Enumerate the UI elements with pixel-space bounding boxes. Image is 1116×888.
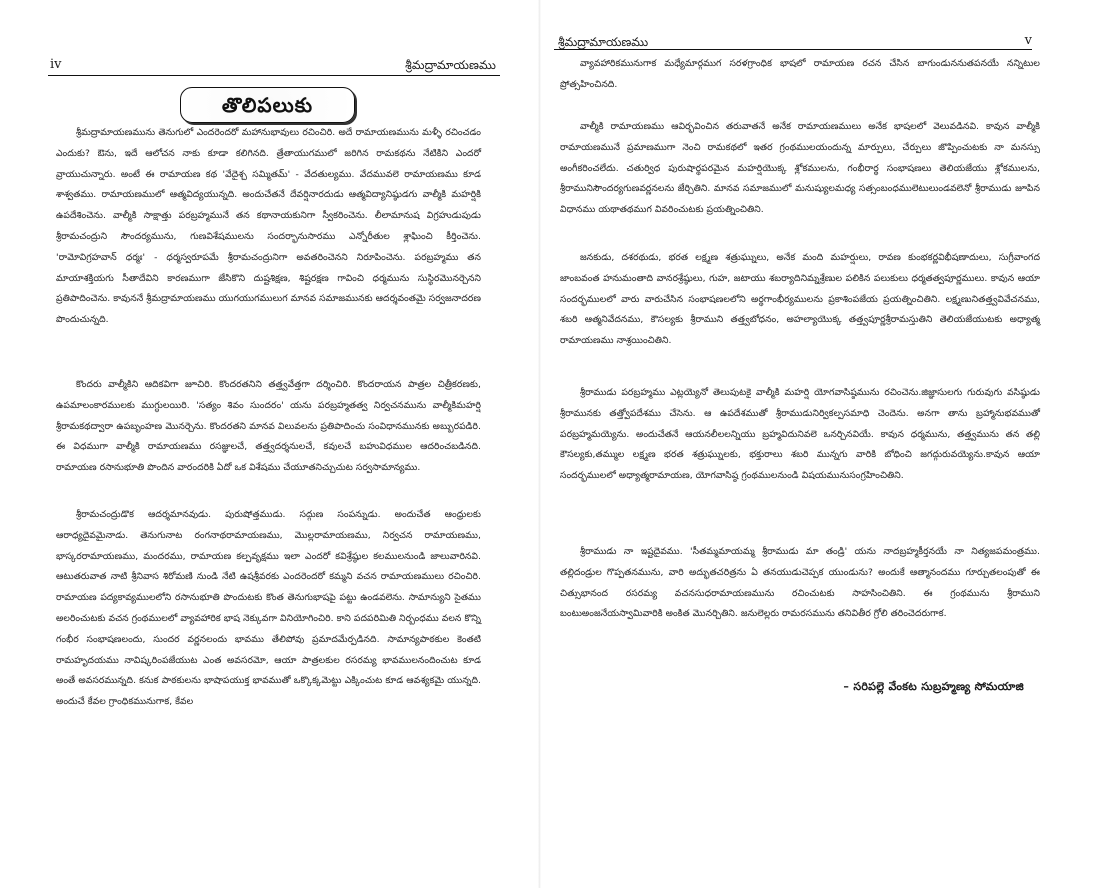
right-paragraph-text-1: వ్యావహారికమునుగాక మధ్యేమార్గముగ సరళగ్రాంధిక భాషలో రామాయణ రచన చేసిన బాగుండుననుతపనయే నన్నిటుల ప్రోత్సహించినది. <box>560 58 1040 90</box>
left-header-rule <box>48 75 500 76</box>
left-paragraph-text-2: కొందరు వాల్మీకిని ఆదికవిగా జూచిరి. కొందరతనిని తత్త్వవేత్తగా దర్శించిరి. కొందరాయన పాత్రల చిత్రీకరణకు, ఉపమాలంకారములకు ముగ్ధులయిరి. 'సత్యం శివం సుందరం' యను పరబ్రహ్మతత్వ నిర్వచనమును వాల్మీకిమహర్షి శ్రీరామకథద్వారా ఉపబృంహణ మొనర్చెను. కొందరతని మానవ విలువలను ప్రతిపాదించు సంవిధానమునకు అబ్బురపడిరి. ఈ విధముగా వాల్మీకి రామాయణము రసజ్ఞులచే, తత్త్వదర్శనులచే, కవులచే బహువిధముల ఆదరించబడినది. రామాయణ రసానుభూతి పొందిన వారందరికి ఏదో ఒక విశేషము చేయూతనిచ్చుచుట సర్వసామాన్యము. <box>56 379 481 474</box>
right-paragraph-text-2: వాల్మీకి రామాయణము ఆవిర్భవించిన తరువాతనే అనేక రామాయణములు అనేక భాషలలో వెలువడినవి. కావున వాల్మీకి రామాయణమునే ప్రమాణముగా నెంచి రామకథలో ఇతర గ్రంథములయందున్న మార్పులు, చేర్పులు జొప్పించుటకు నా మనస్సు అంగీకరించలేదు. చతుర్విధ పురుషార్థపరమైన మహర్షియొక్క శ్లోకములను, గంభీరార్థ సంభాషణలు తెలియజేయు శ్లోకములను, శ్రీరామునిసౌందర్యగుణవర్ణనలను జేర్చితిని. మానవ సమాజములో మనుష్యులమధ్య సత్సంబంధములెటులుండవలెనో శ్రీరాముడు జూపిన విధానము యథాతథముగ వివరించుటకు ప్రయత్నించితిని. <box>560 121 1040 216</box>
right-paragraph-text-5: శ్రీరాముడు నా ఇష్టదైవము. 'సీతమ్మమాయమ్మ శ్రీరాముడు మా తండ్రి' యను నాదబ్రహ్మకీర్తనయే నా నిత్యజపమంత్రము. తల్లిదండ్రుల గొప్పతనమును, వారి అద్భుతచరిత్రను ఏ తనయుడుచెప్పక యుండును? అందుకే ఆత్మానందము గూర్చుతలంపుతో ఈ చిత్సుభానంద రసరమ్య వచనసుధరామాయణమును రచించుటకు సాహసించితిని. ఈ గ్రంథమును శ్రీరాముని బంటుఅంజనేయస్వామివారికి అంకిత మొనర్చితిని. జనులెల్లరు రామరసమును తనివితీర గ్రోలి తరించెదరుగాక. <box>560 546 1040 620</box>
right-paragraph-1 <box>560 54 1040 96</box>
author-signature: – సరిపల్లె వేంకట సుబ్రహ్మణ్య సోమయాజి <box>843 680 1024 693</box>
right-paragraph-2 <box>560 117 1040 221</box>
left-paragraph-text-1: శ్రీమద్రామాయణమును తెనుగులో ఎందరెందరో మహానుభావులు రచించిరి. అదే రామాయణమును మళ్ళీ రచించడం ఎందుకు? ఔను, ఇదే ఆలోచన నాకు కూడా కలిగినది. త్రేతాయుగములో జరిగిన రామకథను నేటికిని ఎందరో వ్రాయుచున్నారు. అంటే ఈ రామాయణ కథ 'వేదైశ్చ సమ్మితమ్' - వేదతుల్యము. వేదమువలె రామాయణము కూడ శాశ్వతము. రామాయణములో ఆత్మవిద్యయున్నది. అందుచేతనే దేవర్షినారదుడు ఆత్మవిద్యానిష్ఠుడగు వాల్మీకి మహర్షికి ఉపదేశించెను. వాల్మీకి సాక్షాత్తు పరబ్రహ్మమునే తన కథానాయకునిగా స్వీకరించెను. లీలామానుష విగ్రహుడుపుడు శ్రీరామచంద్రుని సౌందర్యమును, గుణవిశేషములను సందర్భానుసారము ఎన్నోరీతుల శ్లాఘించి కీర్తించెను. 'రామోవిగ్రహవాన్ ధర్మః' - ధర్మస్వరూపమే శ్రీరామచంద్రునిగా అవతరించెనని నిరూపించెను. పరబ్రహ్మము తన మాయాశక్తియగు సీతాదేవిని కారణముగా జేసికొని దుష్టశిక్షణ, శిష్టరక్షణ గావించి ధర్మమును సుస్థిరమొనర్చెనని ప్రతిపాదించెను. కావుననే శ్రీమద్రామాయణము యుగయుగములుగ మానవ సమాజమునకు ఆదర్శవంతమై సర్వజనాదరణ పొందుచున్నది. <box>56 127 481 326</box>
right-header-rule <box>554 49 1032 50</box>
left-running-head: శ్రీమద్రామాయణము <box>405 58 496 72</box>
right-paragraph-5 <box>560 542 1040 625</box>
left-paragraph-2 <box>56 375 481 479</box>
left-paragraph-1 <box>56 123 481 331</box>
left-page <box>0 0 540 888</box>
section-title: తొలిపలుకు <box>180 87 355 123</box>
right-paragraph-3 <box>560 248 1040 352</box>
right-paragraph-text-3: జనకుడు, దశరథుడు, భరత లక్ష్మణ శత్రుఘ్నులు, అనేక మంది మహర్షులు, రావణ కుంభకర్ణవిభీషణాదులు, సుగ్రీవాంగద జాంబవంత హనుమంతాది వానరశ్రేష్ఠులు, గుహ, జటాయు శబర్యాదినిమ్నశ్రేణుల పలికిన పలుకులు ధర్మతత్వపూర్ణములు. కావున ఆయా సందర్భములలో వారు వారుచేసిన సంభాషణలలోని అర్థగాంభీర్యములను ప్రకాశింపజేయ ప్రయత్నించితిని. లక్ష్మణునితత్త్వవివేచనము, శబరి ఆత్మనివేదనము, కౌసల్యకు శ్రీరాముని తత్త్వబోధనం, అహల్యాయొక్క తత్త్వపూర్ణశ్రీరామస్తుతిని తెలియజేయుటకు అధ్యాత్మ రామాయణము నాశ్రయించితిని. <box>560 252 1040 347</box>
left-page-number: iv <box>50 57 62 72</box>
right-page <box>540 0 1116 888</box>
right-running-head: శ్రీమద్రామాయణము <box>558 35 649 49</box>
left-paragraph-text-3: శ్రీరామచంద్రుడొక ఆదర్శమానవుడు. పురుషోత్తముడు. సద్గుణ సంపన్నుడు. అందుచేత ఆంధ్రులకు ఆరాధ్యదైవమైనాడు. తెనుగునాట రంగనాథరామాయణము, మొల్లరామాయణము, నిర్వచన రామాయణము, భాస్కరరామాయణము, మందరము, రామాయణ కల్పవృక్షము ఇలా ఎందరో కవిశ్రేష్ఠుల కలములనుండి జాలువారినవి. ఆటుతరువాత నాటి శ్రీనివాస శిరోమణి నుండి నేటి ఉషశ్రీవరకు ఎందరెందరో కమ్మని వచన రామాయణములు రచించిరి. రామాయణ పద్యకావ్యములలోని రసానుభూతి పొందుటకు కొంత తెనుగుభాషపై పట్టు ఉండవలెను. సామాన్యుని సైతము అలరించుటకు వచన గ్రంథములలో వ్యావహారిక భాష నెక్కువగా వినియోగించిరి. కాని పదపరిమితి నిర్బంధము వలన కొన్ని గంభీర సంభాషణలందు, సుందర వర్ణనలందు భావము తేలిపోవు ప్రమాదమేర్పడినది. సామాన్యపాఠకుల కెంతటి రామహృదయము నావిష్కరింపజేయుట ఎంత అవసరమో, ఆయా పాత్రలకుల రసరమ్య భావములనందించుట కూడ అంతే అవసరమున్నది. కనుక పాఠకులను భాషాపయుక్త భావముతో ఒక్కొక్కమెట్టు ఎక్కించుట కూడ ఆవశ్యకమై యున్నది. అందుచే కేవల గ్రాంధికమునుగాక, కేవల <box>56 509 481 708</box>
right-page-number: v <box>1024 33 1032 48</box>
right-paragraph-4 <box>560 383 1040 487</box>
left-paragraph-3 <box>56 505 481 713</box>
right-paragraph-text-4: శ్రీరాముడు పరబ్రహ్మము ఎట్లయ్యెనో తెలుపుటకై వాల్మీకి మహర్షి యోగవాసిష్ఠమును రచించెను.జిజ్ఞాసులగు గురువుగు వసిష్ఠుడు శ్రీరామునకు తత్త్వోపదేశము చేసెను. ఆ ఉపదేశముతో శ్రీరాముడునిర్వికల్పసమాధి చెందెను. అనగా తాను బ్రహ్మానుభవముతో పరబ్రహ్మమయ్యెను. అందుచేతనే ఆయనలీలలన్నియు బ్రహ్మవిదునివలె ఒనర్చినవియే. కావున ధర్మమును, తత్త్వమును తన తల్లి కౌసల్యకు,తమ్ముల లక్ష్మణ భరత శత్రుఘ్నులకు, భక్తురాలు శబరి మున్నగు వారికి బోధించి జగద్గురువయ్యెను.కావున ఆయా సందర్భములలో అధ్యాత్మరామాయణ, యోగవాసిష్ఠ గ్రంథములనుండి విషయమునుసంగ్రహించితిని. <box>560 387 1040 482</box>
